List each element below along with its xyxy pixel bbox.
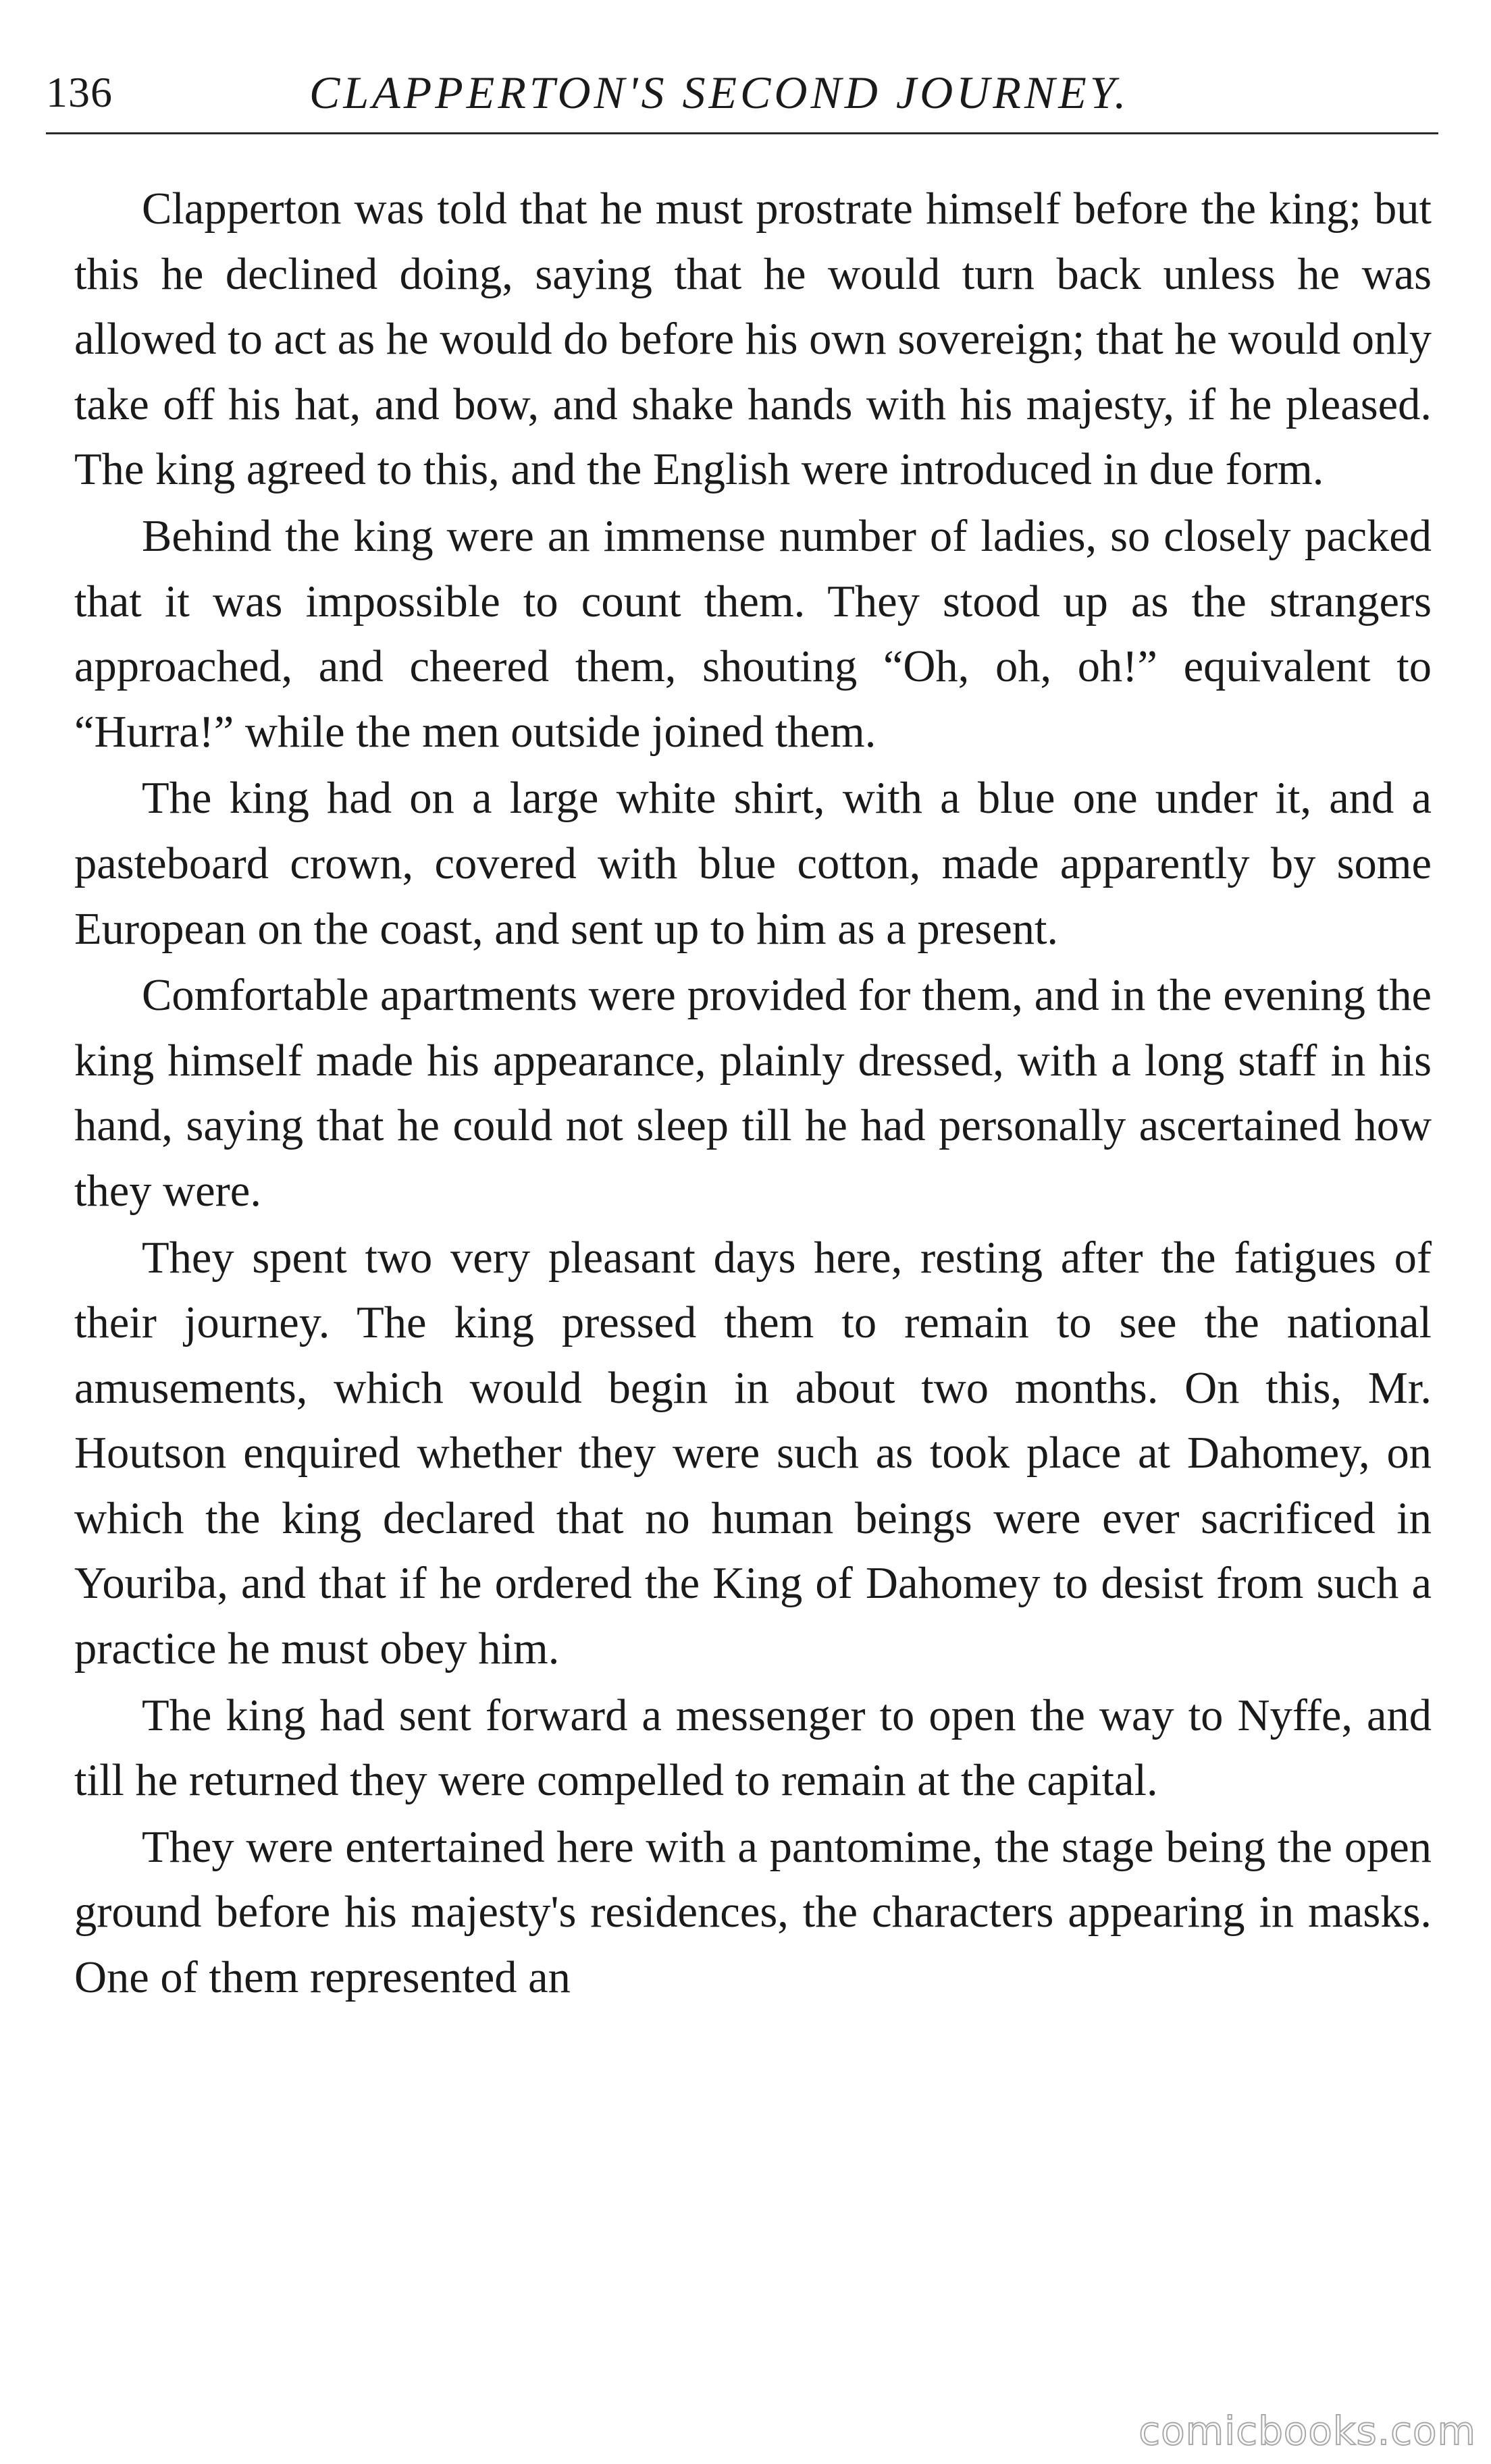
paragraph: The king had sent forward a messenger to open the way to Nyffe, and till he returned they were compelled to remain at the capital. <box>74 1690 1432 1806</box>
running-title: CLAPPERTON'S SECOND JOURNEY. <box>309 67 1130 118</box>
paragraph: Comfortable apartments were provided for them, and in the evening the king himself made his appearance, plainly dressed, with a long staff in his hand, saying that he could not sleep till he had personally ascertained how they were. <box>74 971 1432 1216</box>
paragraph: They spent two very pleasant days here, resting after the fatigues of their journey. The king pressed them to remain to see the national amusements, which would begin in about two months. On this, Mr. Houtson enquired whether they were such as took place at Dahomey, on which the king declared that no human beings were ever sacrificed in Youriba, and that if he ordered the King of Dahomey to desist from such a practice he must obey him. <box>74 1233 1432 1674</box>
watermark: comicbooks.com <box>1139 2408 1476 2454</box>
paragraph: They were entertained here with a pantomime, the stage being the open ground before his majesty's residences, the characters appearing in masks. One of them represented an <box>74 1822 1432 2003</box>
paragraph: Clapperton was told that he must prostrate himself before the king; but this he declined doing, saying that he would turn back unless he was allowed to act as he would do before his own sovereign; that he would only take off his hat, and bow, and shake hands with his majesty, if he pleased. The king agreed to this, and the English were introduced in due form. <box>74 184 1432 495</box>
paragraph: The king had on a large white shirt, with a blue one under it, and a pasteboard crown, covered with blue cotton, made apparently by some European on the coast, and sent up to him as a present. <box>74 774 1432 954</box>
paragraph: Behind the king were an immense number of ladies, so closely packed that it was impossible to count them. They stood up as the strangers approached, and cheered them, shouting “Oh, oh, oh!” equivalent to “Hurra!” while the men outside joined them. <box>74 511 1432 757</box>
header-rule <box>46 132 1438 134</box>
page-number: 136 <box>46 68 113 116</box>
page-header <box>46 55 1437 136</box>
body-text <box>74 177 1432 2012</box>
